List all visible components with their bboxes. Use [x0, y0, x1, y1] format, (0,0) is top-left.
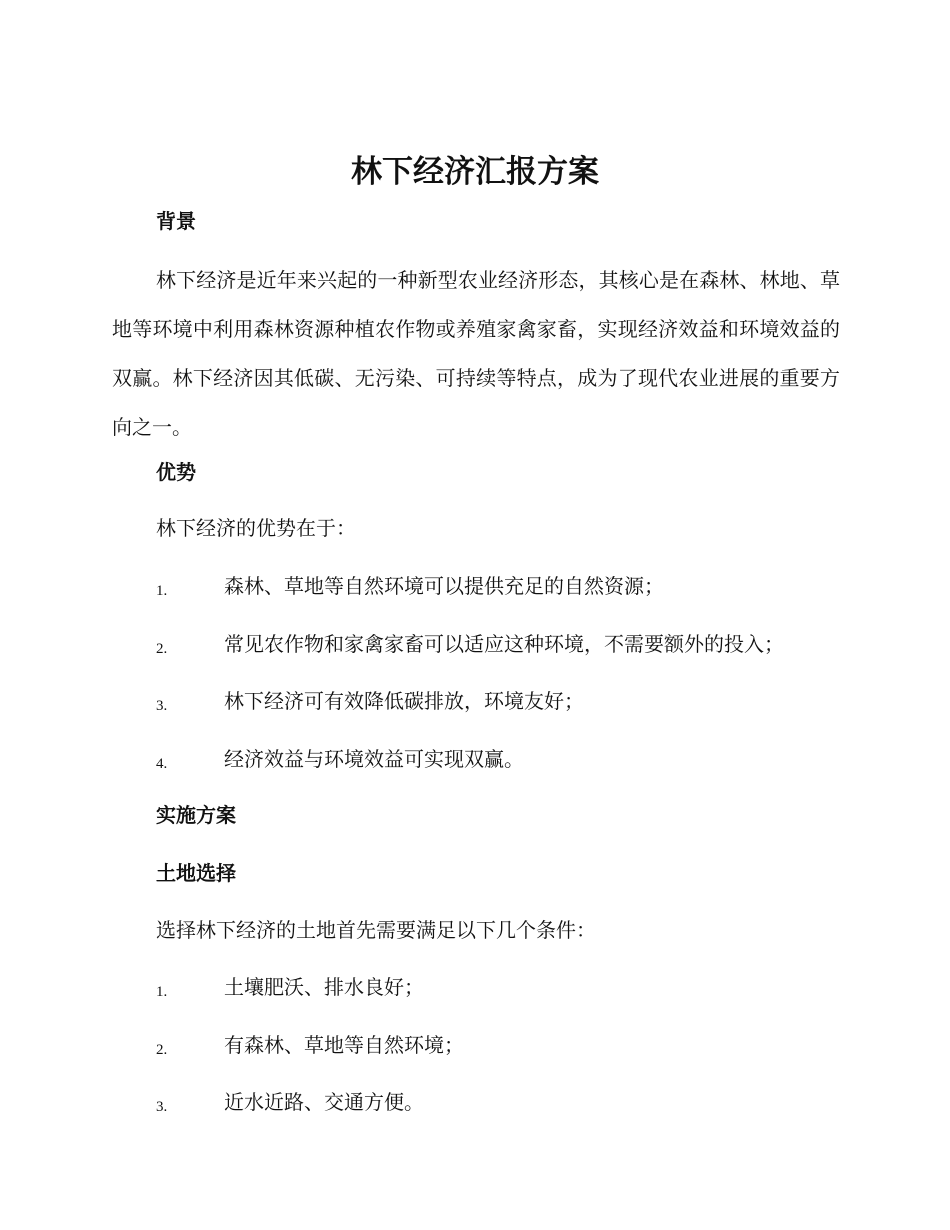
advantages-intro: 林下经济的优势在于：	[156, 516, 356, 540]
list-item	[156, 571, 856, 629]
section-heading-advantages: 优势	[156, 460, 196, 484]
list-number: 3.	[156, 698, 168, 714]
list-item-text: 常见农作物和家禽家畜可以适应这种环境，不需要额外的投入；	[224, 631, 784, 656]
list-number: 1.	[156, 583, 168, 599]
list-item-text: 森林、草地等自然环境可以提供充足的自然资源；	[224, 574, 664, 598]
list-number: 1.	[156, 984, 168, 1000]
list-number: 3.	[156, 1099, 168, 1115]
advantages-list	[156, 571, 856, 801]
list-item-text: 土壤肥沃、排水良好；	[224, 975, 424, 999]
section-heading-background: 背景	[156, 209, 196, 233]
list-item	[156, 686, 856, 744]
list-number: 4.	[156, 755, 168, 772]
land-intro: 选择林下经济的土地首先需要满足以下几个条件：	[156, 918, 596, 942]
list-item	[156, 1030, 856, 1088]
list-item-text: 经济效益与环境效益可实现双赢。	[224, 746, 524, 771]
list-item-text: 有森林、草地等自然环境；	[224, 1032, 464, 1057]
list-item-text: 近水近路、交通方便。	[224, 1090, 424, 1114]
section-heading-implementation: 实施方案	[156, 803, 236, 827]
list-item	[156, 744, 856, 802]
list-item-text: 林下经济可有效降低碳排放，环境友好；	[224, 689, 584, 713]
list-number: 2.	[156, 1041, 168, 1058]
list-item	[156, 629, 856, 687]
list-item	[156, 972, 856, 1030]
land-conditions-list	[156, 972, 856, 1145]
subsection-heading-land: 土地选择	[156, 861, 236, 885]
background-paragraph: 林下经济是近年来兴起的一种新型农业经济形态，其核心是在森林、林地、草地等环境中利用森林资源种植农作物或养殖家禽家畜，实现经济效益和环境效益的双赢。林下经济因其低碳、无污染、可持续等特点，成为了现代农业进展的重要方向之一。	[112, 268, 840, 439]
list-number: 2.	[156, 640, 168, 657]
list-item	[156, 1087, 856, 1145]
document-title: 林下经济汇报方案	[351, 154, 599, 190]
